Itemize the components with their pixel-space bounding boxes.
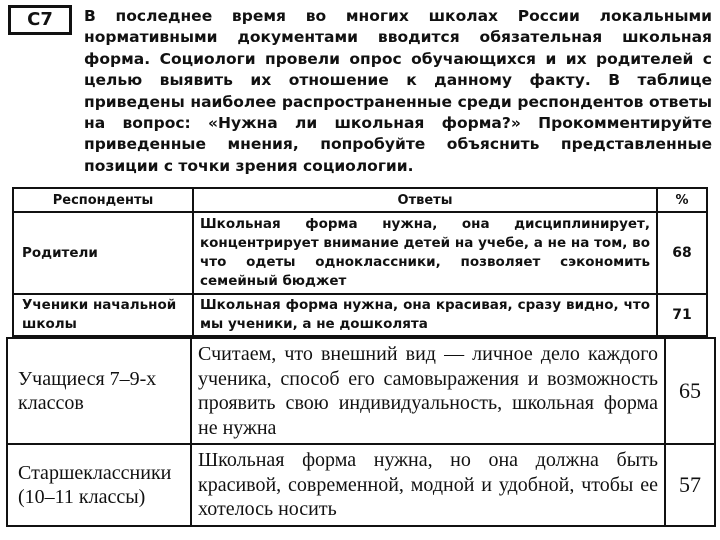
table-row: [13, 212, 707, 294]
header-answers: Ответы: [193, 188, 657, 212]
percent-cell: 65: [665, 338, 715, 444]
percent-cell: 57: [665, 444, 715, 526]
answer-cell: Школьная форма нужна, но она должна быть красивой, современной, модной и удобной, чтобы ее хотелось носить: [191, 444, 665, 526]
respondent-cell: Учащиеся 7–9-х классов: [7, 338, 191, 444]
respondent-cell: Старшеклассники (10–11 классы): [7, 444, 191, 526]
header-respondents: Респонденты: [13, 188, 193, 212]
percent-cell: 71: [657, 294, 707, 336]
survey-table-part-2: [6, 337, 716, 527]
table-row: [13, 294, 707, 336]
task-description: В последнее время во многих школах России локальными нормативными документами вводится обязательная школьная форма. Социологи провели опрос обучающихся и их родителей с целью выявить их отношение к данному факту. В таблице приведены наиболее распространенные среди респондентов ответы на вопрос: «Нужна ли школьная форма?» Прокомментируйте приведенные мнения, попробуйте объяснить представленные позиции с точки зрения социологии.: [84, 7, 712, 175]
answer-cell: Школьная форма нужна, она красивая, сразу видно, что мы ученики, а не дошколята: [193, 294, 657, 336]
task-number-badge: С7: [8, 5, 72, 35]
answer-cell: Считаем, что внешний вид — личное дело каждого ученика, способ его самовыражения и возможность проявить свою индивидуальность, школьная форма не нужна: [191, 338, 665, 444]
table-row: [7, 338, 715, 444]
survey-table-part-1: [12, 187, 708, 337]
answer-cell: Школьная форма нужна, она дисциплинирует, концентрирует внимание детей на учебе, а не на том, во что одеты одноклассники, позволяет сэкономить семейный бюджет: [193, 212, 657, 294]
percent-cell: 68: [657, 212, 707, 294]
table-header-row: [13, 188, 707, 212]
respondent-cell: Родители: [13, 212, 193, 294]
table-row: [7, 444, 715, 526]
respondent-cell: Ученики начальной школы: [13, 294, 193, 336]
header-percent: %: [657, 188, 707, 212]
